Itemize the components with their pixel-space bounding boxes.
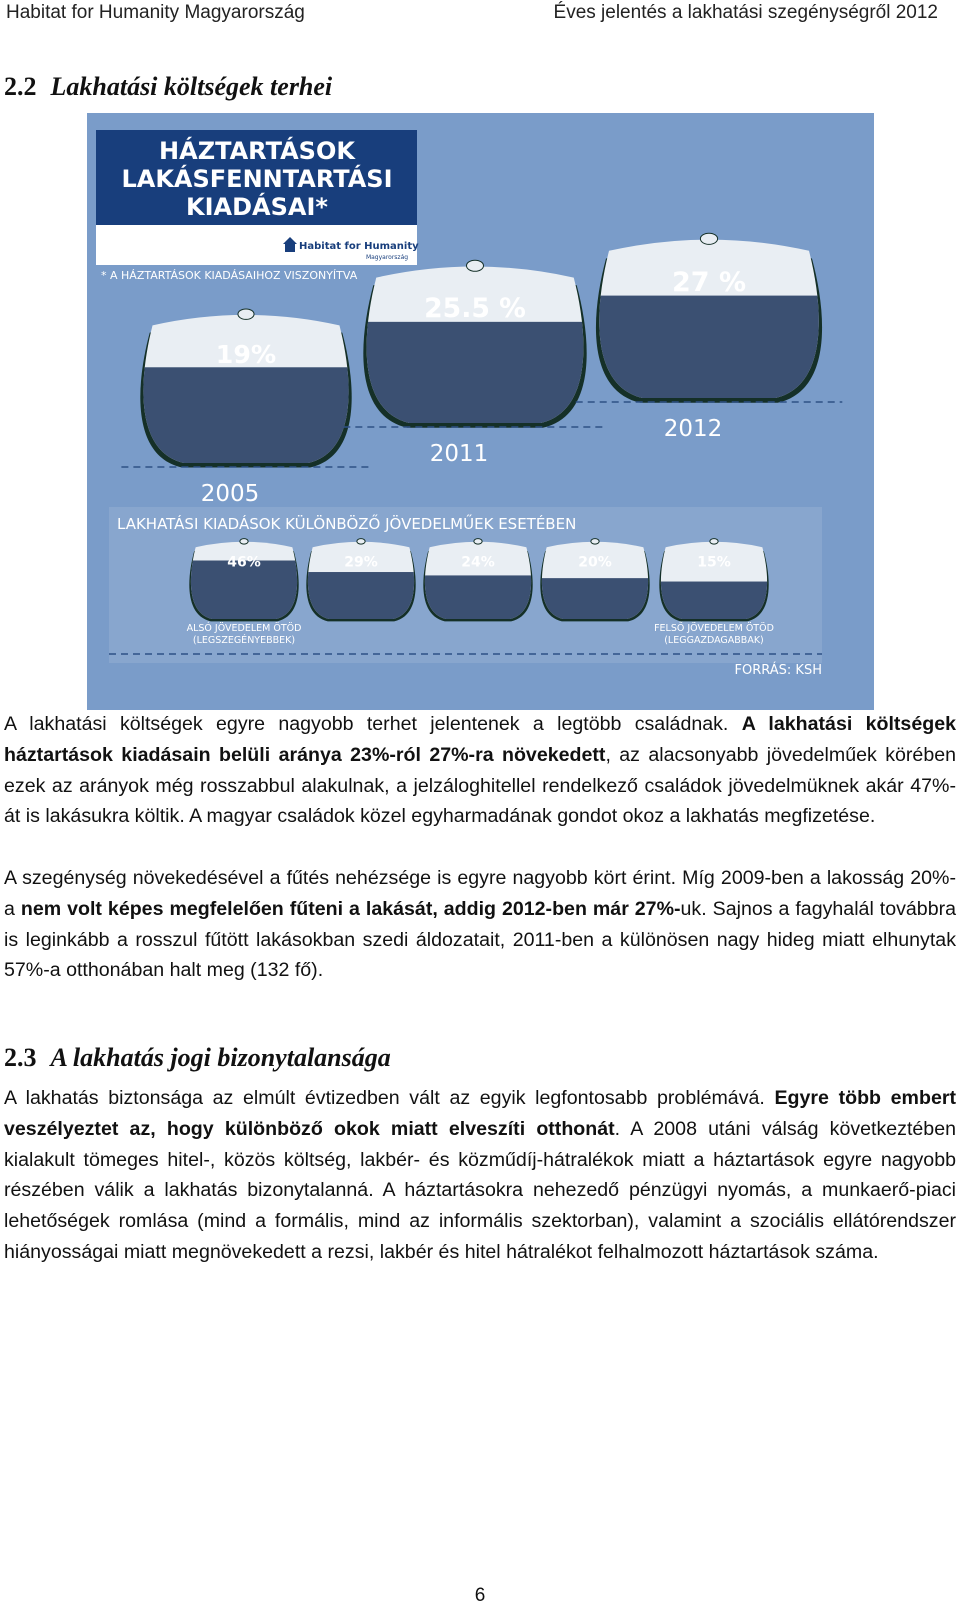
p3-bold-1: Egyre több embert veszélyeztet az, hogy különböző okok miatt elveszíti otthonát xyxy=(4,1087,956,1140)
quintile-purse-clasp-1 xyxy=(357,539,365,544)
quintile-purse-clasp-4 xyxy=(710,539,718,544)
page-header xyxy=(6,2,938,30)
paragraph-legal-insecurity xyxy=(4,1083,956,1268)
logo-text: Habitat for Humanity xyxy=(299,241,419,252)
quintile-purse-clasp-2 xyxy=(474,539,482,544)
page-number: 6 xyxy=(474,1585,486,1606)
year-label-0: 2005 xyxy=(200,481,260,507)
p2-text-1: A szegénység növekedésével a fűtés nehézsége is egyre nagyobb kört érint. Míg 2009-ben a lakosság 20%-a xyxy=(4,867,956,920)
p3-text-2: . A 2008 utáni válság következtében kialakult tömeges hitel-, közös költség, lakbér- és közműdíj-hátralékok miatt a háztartások egyre nagyobb részében válik a lakhatás bizonytalanná. A háztartásokra nehezedő pénzügyi nyomás, a munkaerő-piaci lehetőségek romlása (mind a formális, mind az informális szektorban), valamint a szociális ellátórendszer hiányosságai miatt megnövekedett a rezsi, lakbér és hitel hátralékot felhalmozott háztartások száma. xyxy=(4,1117,957,1263)
source-label: FORRÁS: KSH xyxy=(734,663,822,678)
highest-quintile-sublabel: (LEGGAZDAGABBAK) xyxy=(664,635,764,646)
year-label-1: 2011 xyxy=(429,441,489,467)
year-purse-clasp-0 xyxy=(238,309,254,319)
quintile-title: LAKHATÁSI KIADÁSOK KÜLÖNBÖZŐ JÖVEDELMŰEK ESETÉBEN xyxy=(117,515,577,533)
p1-text-1: A lakhatási költségek egyre nagyobb terhet jelentenek a legtöbb családnak. xyxy=(4,713,742,735)
paragraph-heating xyxy=(4,863,956,986)
house-icon-base xyxy=(285,244,295,252)
footnote: * A HÁZTARTÁSOK KIADÁSAIHOZ VISZONYÍTVA xyxy=(101,269,358,282)
section-title: A lakhatás jogi bizonytalansága xyxy=(50,1043,391,1072)
title-line-3: KIADÁSAI* xyxy=(186,193,328,221)
infographic-svg xyxy=(87,113,874,710)
section-number: 2.3 xyxy=(4,1043,37,1072)
header-org: Habitat for Humanity Magyarország xyxy=(6,2,305,23)
year-label-2: 2012 xyxy=(663,416,723,442)
quintile-purse-clasp-3 xyxy=(591,539,599,544)
p3-text-1: A lakhatás biztonsága az elmúlt évtizedben vált az egyik legfontosabb problémává. xyxy=(4,1087,775,1109)
quintile-purse-label-4: 15% xyxy=(697,554,731,571)
section-heading-2-3 xyxy=(4,1043,391,1073)
quintile-purse-label-0: 46% xyxy=(227,554,261,571)
quintile-purse-label-2: 24% xyxy=(461,554,495,571)
year-purse-clasp-2 xyxy=(700,233,717,244)
header-report-title: Éves jelentés a lakhatási szegénységről 2012 xyxy=(553,2,938,23)
title-line-1: HÁZTARTÁSOK xyxy=(159,137,355,165)
year-purse-clasp-1 xyxy=(467,260,484,271)
year-purse-label-2: 27 % xyxy=(671,266,747,298)
lowest-quintile-sublabel: (LEGSZEGÉNYEBBEK) xyxy=(192,635,296,646)
section-number: 2.2 xyxy=(4,72,37,101)
year-purse-label-1: 25.5 % xyxy=(424,293,526,325)
paragraph-housing-costs xyxy=(4,709,956,832)
p2-text-2: uk. Sajnos a fagyhalál továbbra is leginkább a rosszul fűtött lakásokban szedi áldozatait, 2011-ben a különösen nagy hideg miatt elhunytak 57%-a otthonában halt meg (132 fő). xyxy=(4,897,957,982)
p1-text-2: , az alacsonyabb jövedelműek körében ezek az arányok még rosszabbul alakulnak, a jelzáloghitellel rendelkező családok jövedelmüknek akár 47%-át is lakásukra költik. A magyar családok közel egyharmadának gondot okoz a lakhatás megfizetése. xyxy=(4,743,957,828)
housing-cost-infographic xyxy=(87,113,874,710)
logo-subtext: Magyarország xyxy=(365,254,409,261)
year-purse-label-0: 19% xyxy=(215,339,277,369)
lowest-quintile-label: ALSÓ JÖVEDELEM ÖTÖD xyxy=(186,623,302,634)
p1-bold-1: A lakhatási költségek háztartások kiadásain belüli aránya 23%-ról 27%-ra növekedett xyxy=(4,713,956,766)
section-heading-2-2 xyxy=(4,72,332,102)
highest-quintile-label: FELSŐ JÖVEDELEM ÖTÖD xyxy=(654,623,774,634)
title-line-2: LAKÁSFENNTARTÁSI xyxy=(121,165,393,193)
quintile-purse-clasp-0 xyxy=(240,539,248,544)
p2-bold-1: nem volt képes megfelelően fűteni a lakását, addig 2012-ben már 27%- xyxy=(20,897,681,920)
quintile-purse-label-3: 20% xyxy=(578,554,612,571)
section-title: Lakhatási költségek terhei xyxy=(50,72,333,101)
quintile-purse-label-1: 29% xyxy=(344,554,378,571)
